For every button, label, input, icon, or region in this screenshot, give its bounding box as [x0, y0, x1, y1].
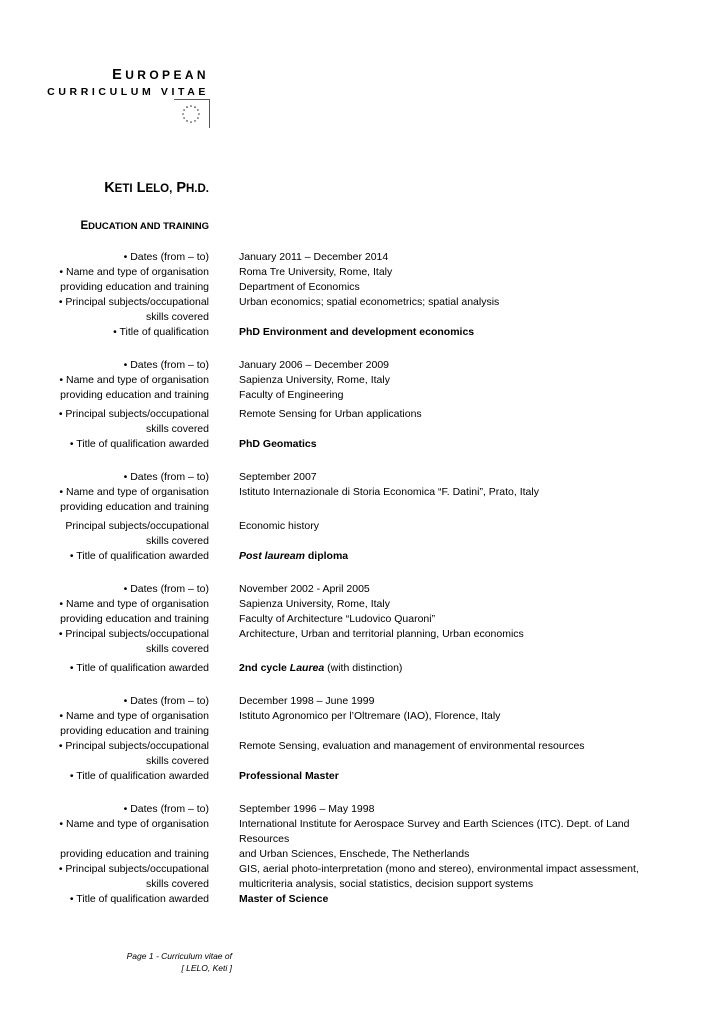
- subjects-value-2: [239, 310, 669, 325]
- flag-star: [197, 109, 199, 111]
- subjects-value: Architecture, Urban and territorial planning, Urban economics: [239, 628, 524, 640]
- org-label: • Name and type of organisation: [59, 710, 209, 722]
- org-value-2: Faculty of Engineering: [239, 389, 344, 401]
- qualification-value: [239, 549, 669, 564]
- qualification-label: • Title of qualification awarded: [69, 770, 209, 782]
- flag-rule-side: [209, 100, 210, 128]
- qualification-value: [239, 661, 669, 676]
- subjects-label-2: skills covered: [145, 755, 209, 767]
- subjects-value: Remote Sensing, evaluation and management of environmental resources: [239, 740, 585, 752]
- eu-flag-icon: [174, 102, 208, 126]
- org-label: • Name and type of organisation: [59, 818, 209, 830]
- subjects-label-2: skills covered: [145, 423, 209, 435]
- subjects-value: GIS, aerial photo-interpretation (mono and stereo), environmental impact assessment,: [239, 863, 639, 875]
- qualification-rest: diploma: [304, 550, 349, 562]
- org-value-2: [239, 500, 669, 515]
- education-entry: [0, 802, 724, 907]
- org-value: Istituto Agronomico per l’Oltremare (IAO), Florence, Italy: [239, 710, 501, 722]
- dates-value: January 2011 – December 2014: [239, 251, 389, 263]
- dates-value: January 2006 – December 2009: [239, 359, 390, 371]
- flag-rule-top: [174, 99, 210, 100]
- subjects-value-2: [239, 642, 669, 657]
- dates-label: • Dates (from – to): [123, 251, 209, 263]
- education-list: [0, 250, 724, 922]
- subjects-value-2: [239, 754, 669, 769]
- subjects-label: • Principal subjects/occupational: [58, 863, 209, 875]
- subjects-value-2: [239, 534, 669, 549]
- org-label-2: providing education and training: [60, 389, 209, 401]
- qualification-value: Professional Master: [239, 770, 339, 782]
- org-value-2: [239, 724, 669, 739]
- qualification-value: Master of Science: [239, 893, 329, 905]
- org-value-2: Faculty of Architecture “Ludovico Quaroni”: [239, 613, 436, 625]
- subjects-label-2: skills covered: [145, 535, 209, 547]
- qualification-label: • Title of qualification awarded: [69, 662, 209, 674]
- org-value: International Institute for Aerospace Survey and Earth Sciences (ITC). Dept. of Land Resources: [239, 818, 630, 845]
- flag-star: [182, 113, 184, 115]
- subjects-label-2: skills covered: [145, 643, 209, 655]
- flag-star: [183, 117, 185, 119]
- subjects-label-2: skills covered: [145, 878, 209, 890]
- flag-star: [186, 120, 188, 122]
- org-label-2: providing education and training: [60, 281, 209, 293]
- dates-label: • Dates (from – to): [123, 803, 209, 815]
- org-value: Istituto Internazionale di Storia Economica “F. Datini”, Prato, Italy: [239, 486, 539, 498]
- org-value-2: Department of Economics: [239, 281, 360, 293]
- org-label-2: providing education and training: [60, 848, 209, 860]
- subjects-label: Principal subjects/occupational: [65, 520, 209, 532]
- subjects-value-2: [239, 422, 669, 437]
- flag-star: [197, 117, 199, 119]
- subjects-label: • Principal subjects/occupational: [58, 296, 209, 308]
- qualification-label: • Title of qualification awarded: [69, 893, 209, 905]
- org-label: • Name and type of organisation: [59, 374, 209, 386]
- education-entry: [0, 694, 724, 784]
- page-footer: [100, 950, 232, 974]
- section-title-education: EDUCATION AND TRAINING: [80, 220, 209, 232]
- qualification-value: PhD Environment and development economics: [239, 326, 475, 338]
- org-value: Roma Tre University, Rome, Italy: [239, 266, 393, 278]
- subjects-label: • Principal subjects/occupational: [58, 740, 209, 752]
- org-label-2: providing education and training: [60, 613, 209, 625]
- subjects-label: • Principal subjects/occupational: [58, 408, 209, 420]
- person-name: KETI LELO, PH.D.: [104, 180, 209, 196]
- subjects-label-2: skills covered: [145, 311, 209, 323]
- dates-value: September 1996 – May 1998: [239, 803, 375, 815]
- qualification-label: • Title of qualification awarded: [69, 438, 209, 450]
- org-label: • Name and type of organisation: [59, 486, 209, 498]
- dates-label: • Dates (from – to): [123, 695, 209, 707]
- education-entry: [0, 582, 724, 676]
- qualification-bold: 2nd cycle: [239, 662, 290, 674]
- dates-value: September 2007: [239, 471, 317, 483]
- qualification-label: • Title of qualification: [113, 326, 209, 338]
- header-european: EUROPEAN: [112, 67, 209, 83]
- qualification-rest: (with distinction): [324, 662, 403, 674]
- flag-star: [194, 120, 196, 122]
- document-header: [9, 66, 209, 99]
- qualification-value: PhD Geomatics: [239, 438, 317, 450]
- flag-star: [190, 105, 192, 107]
- org-label-2: providing education and training: [60, 501, 209, 513]
- flag-star: [198, 113, 200, 115]
- dates-label: • Dates (from – to): [123, 471, 209, 483]
- qualification-label: • Title of qualification awarded: [69, 550, 209, 562]
- education-entry: [0, 358, 724, 452]
- org-label-2: providing education and training: [60, 725, 209, 737]
- flag-star: [194, 106, 196, 108]
- footer-page-line: Page 1 - Curriculum vitae of: [126, 951, 232, 961]
- org-value: Sapienza University, Rome, Italy: [239, 374, 390, 386]
- qualification-italic: Laurea: [289, 662, 325, 674]
- dates-value: November 2002 - April 2005: [239, 583, 370, 595]
- org-value: Sapienza University, Rome, Italy: [239, 598, 390, 610]
- dates-label: • Dates (from – to): [123, 359, 209, 371]
- flag-star: [190, 121, 192, 123]
- flag-star: [186, 106, 188, 108]
- education-entry: [0, 470, 724, 564]
- org-label: • Name and type of organisation: [59, 266, 209, 278]
- subjects-value-2: multicriteria analysis, social statistics, decision support systems: [239, 878, 534, 890]
- header-curriculum-vitae: CURRICULUM VITAE: [47, 86, 209, 98]
- org-label: • Name and type of organisation: [59, 598, 209, 610]
- dates-value: December 1998 – June 1999: [239, 695, 375, 707]
- subjects-label: • Principal subjects/occupational: [58, 628, 209, 640]
- dates-label: • Dates (from – to): [123, 583, 209, 595]
- footer-name-line: [ LELO, Keti ]: [181, 963, 232, 973]
- qualification-italic: Post lauream: [239, 550, 305, 562]
- subjects-value: Economic history: [239, 520, 319, 532]
- org-value-2: and Urban Sciences, Enschede, The Netherlands: [239, 848, 470, 860]
- subjects-value: Urban economics; spatial econometrics; spatial analysis: [239, 296, 500, 308]
- education-entry: [0, 250, 724, 340]
- subjects-value: Remote Sensing for Urban applications: [239, 408, 422, 420]
- flag-star: [183, 109, 185, 111]
